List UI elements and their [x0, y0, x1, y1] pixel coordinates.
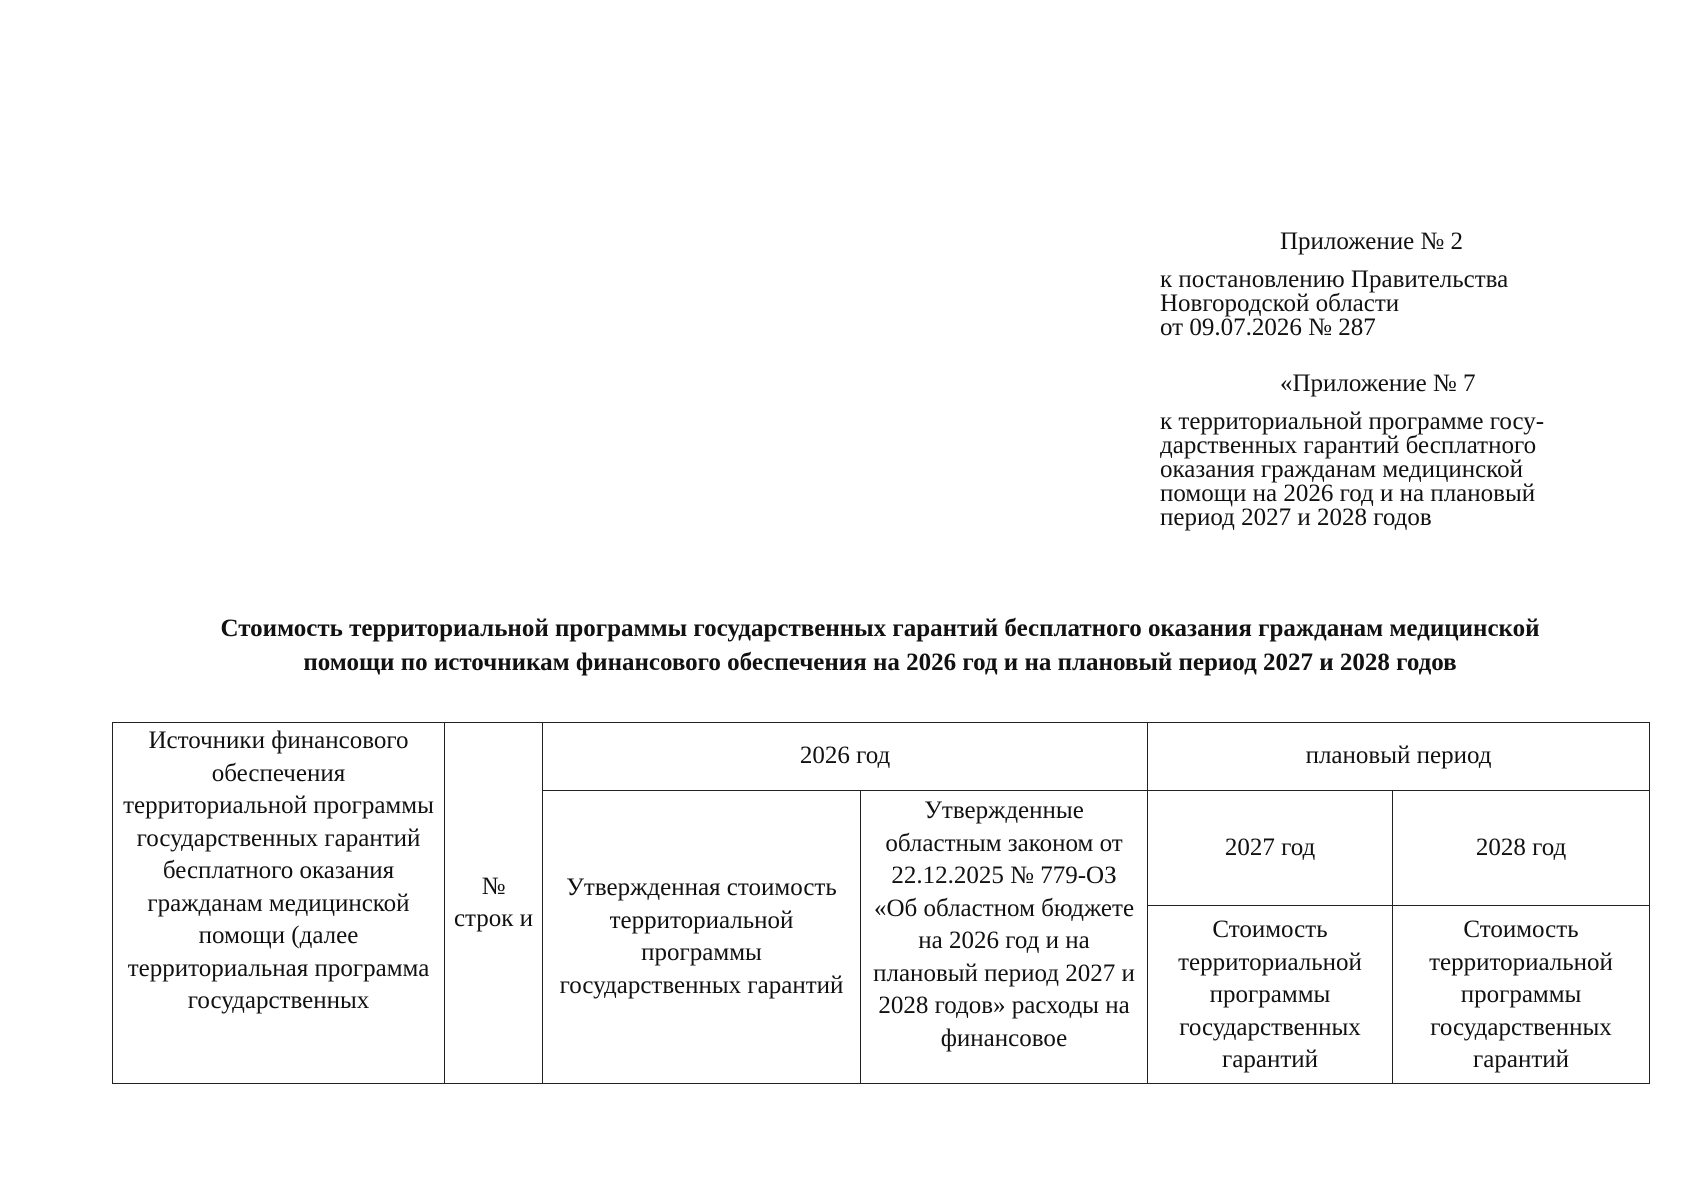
annex-1-line: от 09.07.2026 № 287	[1160, 314, 1376, 341]
header-approved-cost-text: Утвержденная стоимость территориальной программы государственных гарантий	[559, 874, 844, 999]
title-line-1: Стоимость территориальной программы государственных гарантий бесплатного оказания гражданам медицинской	[220, 615, 1540, 642]
header-year-2027: 2027 год	[1148, 791, 1393, 906]
annex-2-block	[1160, 372, 1544, 530]
header-row-number-text: № строк и	[453, 872, 534, 932]
cost-table	[112, 722, 1650, 1084]
header-sources-text: Источники финансового обеспечения территориальной программы государственных гарантий бесплатного оказания гражданам медицинской помощи (далее территориальная программа государственных	[123, 727, 434, 1014]
title-line-2: помощи по источникам финансового обеспечения на 2026 год и на плановый период 2027 и 2028 годов	[303, 649, 1457, 676]
annex-2-line: оказания гражданам медицинской	[1160, 456, 1524, 483]
header-cost-2028	[1393, 906, 1650, 1084]
header-approved-by-law	[861, 791, 1148, 1084]
header-cost-2028-text: Стоимость территориальной программы государственных гарантий	[1429, 916, 1613, 1073]
annex-2-line: период 2027 и 2028 годов	[1160, 504, 1432, 531]
annex-1-heading: Приложение № 2	[1280, 228, 1464, 255]
annex-1-line: Новгородской области	[1160, 290, 1400, 317]
annex-1-line: к постановлению Правительства	[1160, 266, 1509, 293]
header-cost-2027	[1148, 906, 1393, 1084]
annex-1-block	[1160, 230, 1508, 340]
header-approved-cost	[543, 791, 861, 1084]
annex-2-line: к территориальной программе госу-	[1160, 408, 1545, 435]
document-title	[110, 612, 1650, 680]
header-year-2028: 2028 год	[1393, 791, 1650, 906]
header-sources	[113, 723, 445, 1084]
annex-2-line: дарственных гарантий бесплатного	[1160, 432, 1537, 459]
annex-2-line: помощи на 2026 год и на плановый	[1160, 480, 1536, 507]
header-cost-2027-text: Стоимость территориальной программы государственных гарантий	[1178, 916, 1362, 1073]
header-approved-by-law-text: Утвержденные областным законом от 22.12.2025 № 779-ОЗ «Об областном бюджете на 2026 год и на плановый период 2027 и 2028 годов» расходы на финансовое	[873, 797, 1135, 1052]
header-planned-period: плановый период	[1148, 723, 1650, 791]
annex-2-heading: «Приложение № 7	[1280, 370, 1476, 397]
header-row-number	[445, 723, 543, 1084]
header-year-2026: 2026 год	[543, 723, 1148, 791]
